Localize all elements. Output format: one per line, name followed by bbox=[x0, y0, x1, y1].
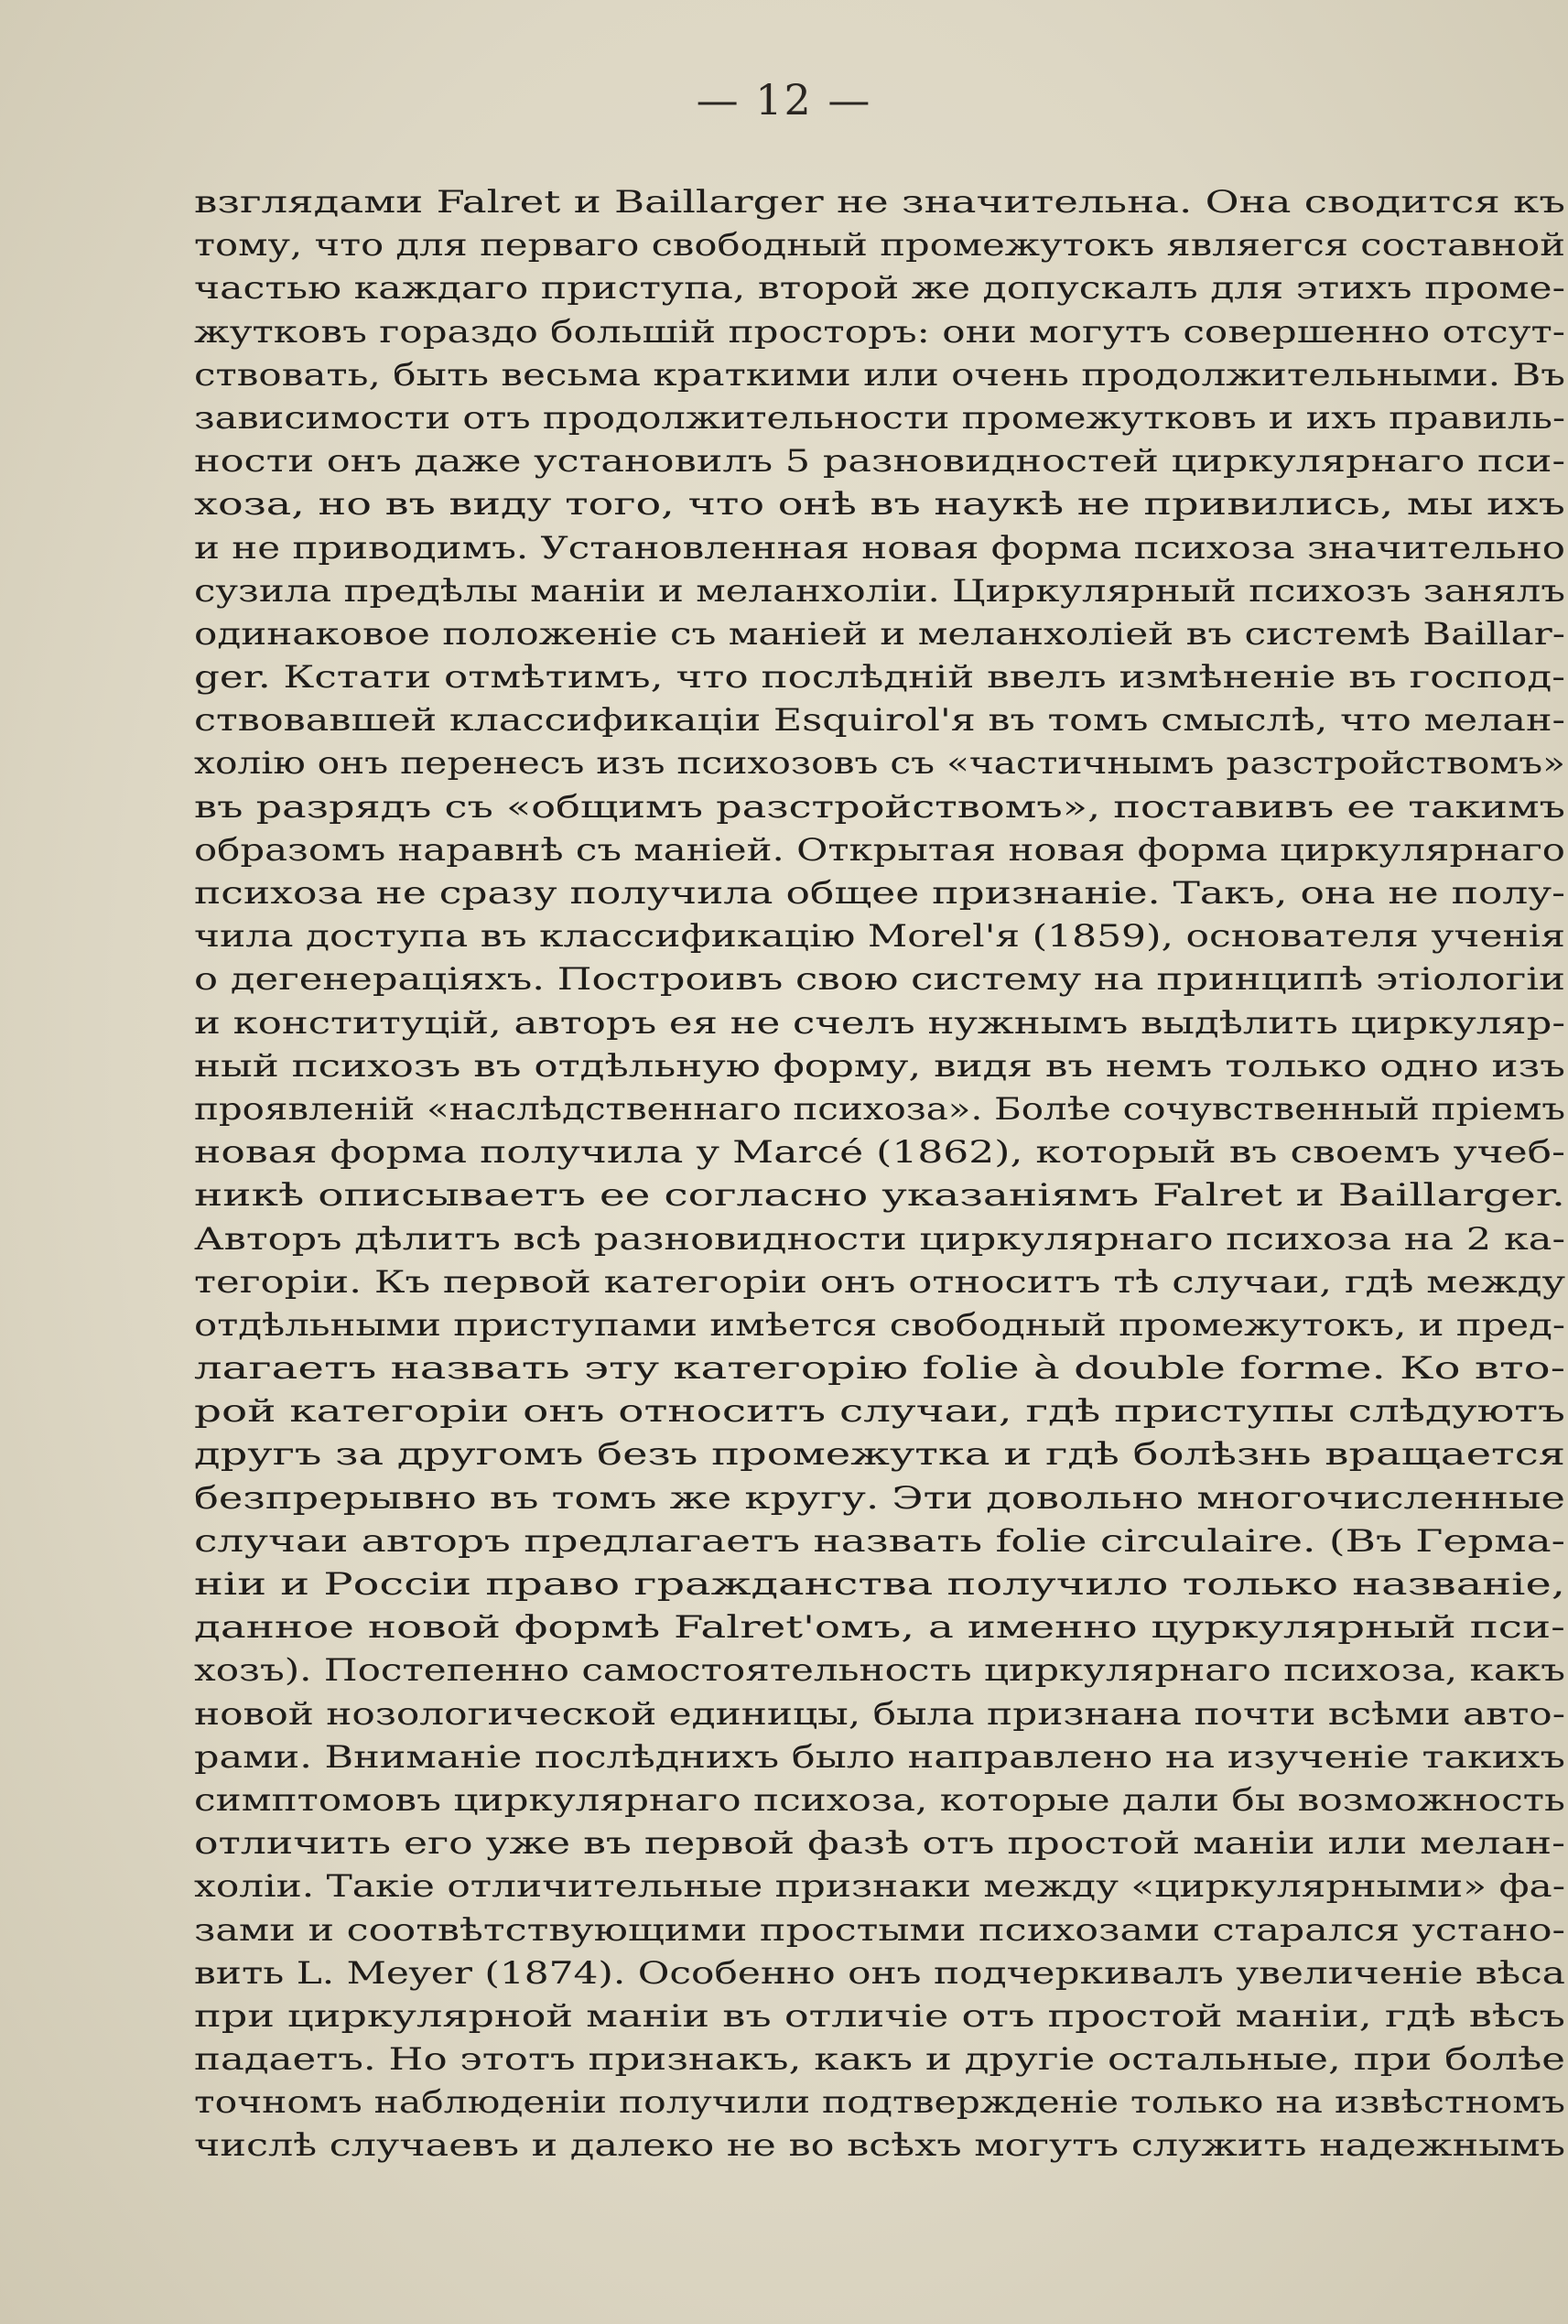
text-line: рой категорiи онъ относитъ случаи, гдѣ приступы слѣдуютъ bbox=[194, 1393, 1565, 1431]
text-line: ности онъ даже установилъ 5 разновидностей циркулярнаго пси- bbox=[194, 443, 1565, 481]
text-line: и конституцiй, авторъ ея не счелъ нужнымъ выдѣлить циркуляр- bbox=[194, 1004, 1565, 1042]
text-line: числѣ случаевъ и далеко не во всѣхъ могутъ служить надежнымъ bbox=[194, 2127, 1565, 2165]
body-text bbox=[194, 181, 1567, 2168]
text-line: симптомовъ циркулярнаго психоза, которые дали бы возможность bbox=[194, 1781, 1565, 1819]
page-number: — 12 — bbox=[696, 75, 872, 124]
text-line: въ разрядъ съ «общимъ разстройствомъ», поставивъ ее такимъ bbox=[194, 788, 1565, 826]
text-line: зависимости отъ продолжительности промежутковъ и ихъ правиль- bbox=[194, 399, 1565, 437]
text-line: безпрерывно въ томъ же кругу. Эти довольно многочисленные bbox=[194, 1479, 1565, 1517]
text-line: никѣ описываетъ ее согласно указанiямъ Falret и Baillarger. bbox=[194, 1177, 1565, 1215]
text-line: случаи авторъ предлагаетъ назвать folie circulaire. (Въ Герма- bbox=[194, 1522, 1565, 1560]
text-line: нiи и Россiи право гражданства получило только названiе, bbox=[194, 1566, 1565, 1603]
text-line: лагаетъ назвать эту категорiю folie à double forme. Ко вто- bbox=[194, 1350, 1565, 1388]
text-line: отличить его уже въ первой фазѣ отъ простой манiи или мелан- bbox=[194, 1825, 1565, 1863]
text-line: ствовать, быть весьма краткими или очень продолжительными. Въ bbox=[194, 356, 1565, 394]
text-line: образомъ наравнѣ съ манiей. Открытая новая форма циркулярнаго bbox=[194, 831, 1565, 869]
text-line: частью каждаго приступа, второй же допускалъ для этихъ проме- bbox=[194, 270, 1565, 308]
text-line: о дегенерацiяхъ. Построивъ свою систему на принципѣ этiологiи bbox=[194, 961, 1565, 999]
text-line: рами. Вниманiе послѣднихъ было направлено на изученiе такихъ bbox=[194, 1738, 1565, 1776]
text-line: Авторъ дѣлитъ всѣ разновидности циркулярнаго психоза на 2 ка- bbox=[194, 1220, 1566, 1258]
text-line: новая форма получила у Marcé (1862), который въ своемъ учеб- bbox=[194, 1134, 1565, 1172]
text-line: вить L. Meyer (1874). Особенно онъ подчеркивалъ увеличенiе вѣса bbox=[194, 1954, 1565, 1992]
text-line: тегорiи. Къ первой категорiи онъ относитъ тѣ случаи, гдѣ между bbox=[194, 1263, 1565, 1301]
text-line: психоза не сразу получила общее признанiе. Такъ, она не полу- bbox=[194, 875, 1565, 912]
text-line: точномъ наблюденiи получили подтвержденiе только на извѣстномъ bbox=[194, 2084, 1566, 2122]
text-line: проявленiй «наслѣдственнаго психоза». Болѣе сочувственный прiемъ bbox=[194, 1090, 1565, 1128]
text-line: ger. Кстати отмѣтимъ, что послѣднiй ввелъ измѣненiе въ господ- bbox=[194, 659, 1565, 697]
text-line: холiю онъ перенесъ изъ психозовъ съ «частичнымъ разстройствомъ» bbox=[194, 745, 1565, 783]
text-line: новой нозологической единицы, была признана почти всѣми авто- bbox=[194, 1695, 1565, 1733]
text-line: одинаковое положенiе съ манiей и меланхолiей въ системѣ Baillar- bbox=[194, 615, 1566, 653]
text-line: падаетъ. Но этотъ признакъ, какъ и другiе остальные, при болѣе bbox=[194, 2041, 1565, 2079]
text-line: другъ за другомъ безъ промежутка и гдѣ болѣзнь вращается bbox=[194, 1436, 1565, 1474]
text-line: хоза, но въ виду того, что онѣ въ наукѣ не привились, мы ихъ bbox=[194, 486, 1565, 524]
text-line: данное новой формѣ Falret'омъ, а именно цуркулярный пси- bbox=[194, 1609, 1565, 1647]
text-line: отдѣльными приступами имѣется свободный промежутокъ, и пред- bbox=[194, 1306, 1565, 1344]
text-line: тому, что для перваго свободный промежутокъ являегся составной bbox=[194, 227, 1565, 265]
text-line: ствовавшей классификацiи Esquirol'я въ томъ смыслѣ, что мелан- bbox=[194, 702, 1565, 740]
text-line: и не приводимъ. Установленная новая форма психоза значительно bbox=[194, 529, 1565, 567]
text-line: хозъ). Постепенно самостоятельность циркулярнаго психоза, какъ bbox=[194, 1652, 1565, 1690]
text-line: при циркулярной манiи въ отличiе отъ простой манiи, гдѣ вѣсъ bbox=[194, 1997, 1565, 2035]
text-line: чила доступа въ классификацiю Morel'я (1859), основателя ученiя bbox=[194, 918, 1565, 956]
text-line: жутковъ гораздо большiй просторъ: они могутъ совершенно отсут- bbox=[194, 313, 1565, 351]
text-line: взглядами Falret и Baillarger не значительна. Она сводится къ bbox=[194, 184, 1565, 221]
text-line: ный психозъ въ отдѣльную форму, видя въ немъ только одно изъ bbox=[194, 1047, 1565, 1085]
text-line: зами и соотвѣтствующими простыми психозами старался устано- bbox=[194, 1911, 1565, 1949]
text-line: холiи. Такiе отличительные признаки между «циркулярными» фа- bbox=[194, 1868, 1565, 1906]
text-line: сузила предѣлы манiи и меланхолiи. Циркулярный психозъ занялъ bbox=[194, 572, 1565, 610]
